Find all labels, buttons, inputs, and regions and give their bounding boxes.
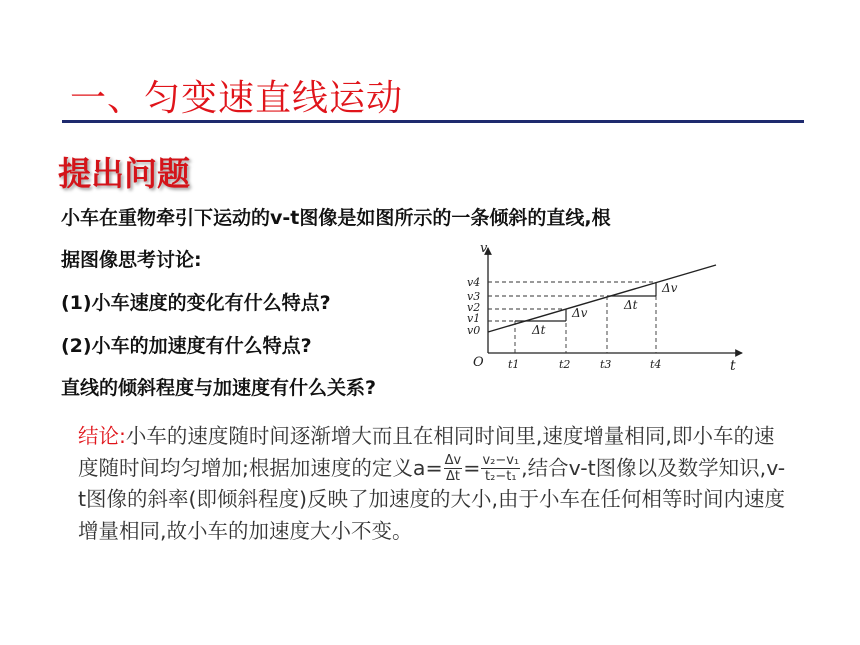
v-label: v1 (467, 312, 481, 325)
question-2: (2)小车的加速度有什么特点? (61, 335, 312, 357)
fraction-numerator: v₂−v₁ (482, 453, 520, 468)
conclusion-text: 小车的速度随时间逐渐增大而且在相同时间里,速度增量相同,即小车的速度随时间均匀增加;根据加速度的定义a= (78, 424, 775, 480)
t-label: t1 (508, 358, 520, 371)
title-divider (62, 120, 804, 123)
origin-label: O (473, 355, 484, 370)
conclusion-text: ,结合v-t图像以及数学知识,v-t图像的斜率(即倾斜程度)反映了加速度的大小,由于小车在任何相等时间内速度增量相同,故小车的加速度大小不变。 (78, 455, 786, 543)
t-axis-label: t (730, 358, 736, 374)
intro-text-line-1: 小车在重物牵引下运动的v-t图像是如图所示的一条倾斜的直线,根 (61, 207, 611, 229)
conclusion-block (78, 421, 793, 547)
fraction-denominator: t₂−t₁ (485, 469, 517, 484)
delta-v-label: Δv (662, 281, 678, 295)
v-axis-label: v (480, 241, 488, 256)
delta-t-label: Δt (624, 298, 638, 312)
conclusion-label: 结论: (78, 424, 126, 448)
vt-line (488, 265, 716, 332)
delta-t-label: Δt (532, 323, 546, 337)
delta-v-label: Δv (572, 306, 588, 320)
v-label: v3 (467, 290, 481, 303)
intro-text-line-2: 据图像思考讨论: (61, 249, 202, 271)
v-label: v0 (467, 324, 481, 337)
v-label: v4 (467, 276, 481, 289)
t-label: t3 (600, 358, 612, 371)
fraction-dv-dt (444, 453, 463, 484)
section-heading: 提出问题 (58, 154, 190, 193)
vt-graph (462, 238, 762, 378)
fraction-v-t (481, 453, 520, 484)
question-3: 直线的倾斜程度与加速度有什么关系? (61, 377, 377, 399)
question-1: (1)小车速度的变化有什么特点? (61, 292, 331, 314)
fraction-denominator: Δt (445, 469, 460, 484)
t-label: t4 (650, 358, 662, 371)
page-title: 一、匀变速直线运动 (70, 78, 404, 119)
v-label: v2 (467, 301, 481, 314)
t-label: t2 (559, 358, 571, 371)
equals-sign: = (463, 455, 481, 480)
fraction-numerator: Δv (444, 453, 462, 468)
